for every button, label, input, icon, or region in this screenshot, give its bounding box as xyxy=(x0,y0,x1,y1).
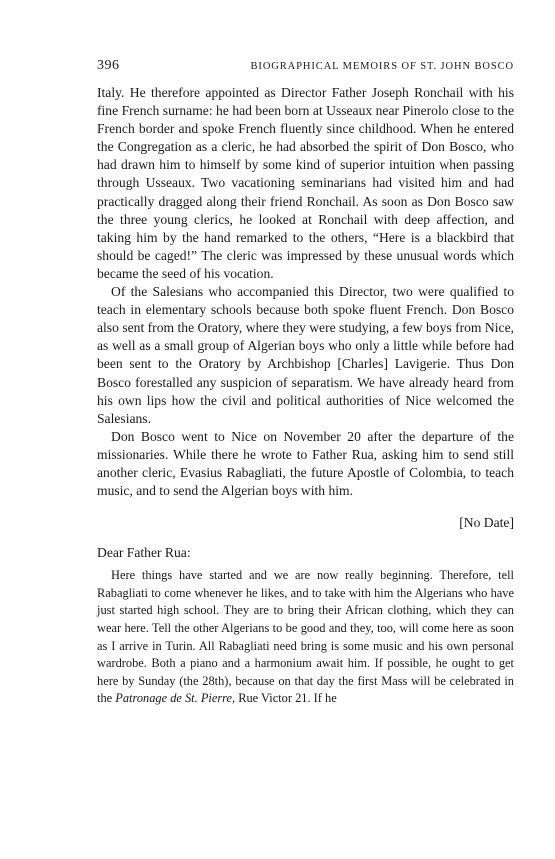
paragraph: Italy. He therefore appointed as Director Father Joseph Ronchail with his fine French surname: he had been born at Usseaux near Pinerolo close to the French border and spoke French fluently since childhood. When he entered the Congregation as a cleric, he had absorbed the spirit of Don Bosco, who had drawn him to himself by some kind of superior intuition when passing through Usseaux. Two vacationing seminarians had visited him and had practically dragged along their friend Ronchail. As soon as Don Bosco saw the three young clerics, he looked at Ronchail with deep affection, and taking him by the hand remarked to the others, “Here is a blackbird that should be caged!” The cleric was impressed by these unusual words which became the seed of his vocation. xyxy=(97,85,514,281)
letter-italic-text: Patronage de St. Pierre, xyxy=(115,691,236,706)
letter-date: [No Date] xyxy=(459,515,514,531)
running-head: BIOGRAPHICAL MEMOIRS OF ST. JOHN BOSCO xyxy=(250,61,514,72)
letter-paragraph xyxy=(97,567,514,708)
page-header xyxy=(97,58,514,84)
letter-salutation: Dear Father Rua: xyxy=(97,545,191,561)
letter-text: Here things have started and we are now really beginning. Therefore, tell Rabagliati to come whenever he likes, and to take with him the Algerians who have just started high school. They are to bring their African clothing, which they can wear here. Tell the other Algerians to be good and they, too, will come here as soon as I arrive in Turin. All Rabagliati need bring is some music and his own personal wardrobe. Both a piano and a harmonium await him. If possible, he ought to get here by Sunday (the 28th), because on that day the first Mass will be celebrated in the xyxy=(97,568,514,706)
page-number: 396 xyxy=(97,58,120,73)
body-text xyxy=(97,84,514,500)
paragraph: Of the Salesians who accompanied this Director, two were qualified to teach in elementary schools because both spoke fluent French. Don Bosco also sent from the Oratory, where they were studying, a few boys from Nice, as well as a small group of Algerian boys who only a little while before had been sent to the Oratory by Archbishop [Charles] Lavigerie. Thus Don Bosco forestalled any suspicion of separatism. We have already heard from his own lips how the civil and political authorities of Nice welcomed the Salesians. xyxy=(97,284,514,426)
letter-body xyxy=(97,567,514,708)
paragraph: Don Bosco went to Nice on November 20 after the departure of the missionaries. While there he wrote to Father Rua, asking him to send still another cleric, Evasius Rabagliati, the future Apostle of Colombia, to teach music, and to send the Algerian boys with him. xyxy=(97,428,514,499)
letter-text-continued: Rue Victor 21. If he xyxy=(235,691,337,706)
book-page xyxy=(97,58,514,708)
